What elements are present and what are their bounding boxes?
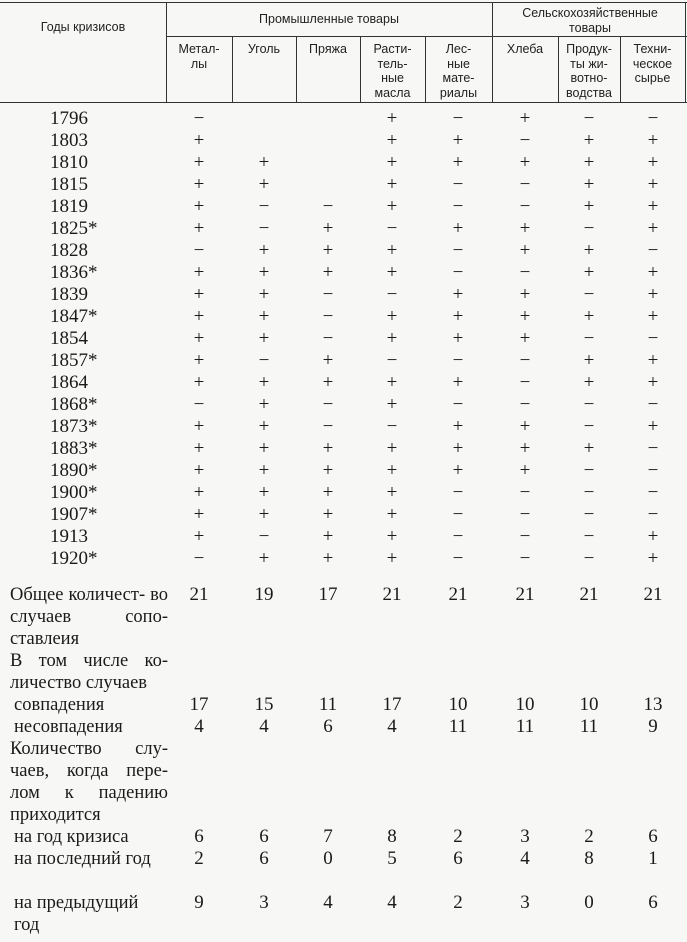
sign-cell-metals: + xyxy=(193,196,205,217)
sign-cell-technical-raw: − xyxy=(647,504,659,525)
sign-cell-technical-raw: + xyxy=(647,526,659,547)
crisis-year-label: на год кризиса xyxy=(14,827,129,847)
sign-cell-forest-materials: + xyxy=(452,328,464,349)
sign-cell-grain: + xyxy=(519,152,531,173)
sign-cell-coal: − xyxy=(258,218,270,239)
sign-cell-animal-products: − xyxy=(583,482,595,503)
mismatch-value: 6 xyxy=(323,716,333,737)
crisis-year-value: 6 xyxy=(194,826,204,847)
sign-cell-animal-products: − xyxy=(583,504,595,525)
table-row xyxy=(0,130,687,152)
sign-cell-grain: − xyxy=(519,372,531,393)
sign-cell-vegetable-oils: + xyxy=(386,130,398,151)
sign-cell-forest-materials: − xyxy=(452,108,464,129)
mismatch-value: 4 xyxy=(387,716,397,737)
sign-cell-technical-raw: + xyxy=(647,548,659,569)
table-row xyxy=(0,218,687,240)
sign-cell-grain: + xyxy=(519,306,531,327)
year-cell: 1796 xyxy=(50,108,88,129)
sign-cell-yarn: − xyxy=(322,416,334,437)
sign-cell-coal: + xyxy=(258,262,270,283)
sign-cell-coal: + xyxy=(258,174,270,195)
sign-cell-coal: + xyxy=(258,416,270,437)
sign-cell-metals: + xyxy=(193,174,205,195)
sign-cell-coal: + xyxy=(258,240,270,261)
sign-cell-animal-products: + xyxy=(583,196,595,217)
sign-cell-grain: + xyxy=(519,218,531,239)
sign-cell-yarn: + xyxy=(322,262,334,283)
sign-cell-vegetable-oils: + xyxy=(386,372,398,393)
year-cell: 1864 xyxy=(50,372,88,393)
last-year-value: 0 xyxy=(323,848,333,869)
sign-cell-forest-materials: + xyxy=(452,438,464,459)
sign-cell-vegetable-oils: − xyxy=(386,350,398,371)
sign-cell-grain: − xyxy=(519,482,531,503)
mismatch-value: 4 xyxy=(259,716,269,737)
sign-cell-animal-products: + xyxy=(583,174,595,195)
sign-cell-animal-products: − xyxy=(583,108,595,129)
sign-cell-metals: + xyxy=(193,482,205,503)
match-value: 13 xyxy=(643,694,663,715)
year-cell: 1815 xyxy=(50,174,88,195)
sign-cell-animal-products: + xyxy=(583,350,595,371)
sign-cell-yarn: + xyxy=(322,504,334,525)
sign-cell-coal: + xyxy=(258,306,270,327)
sign-cell-animal-products: − xyxy=(583,284,595,305)
sign-cell-yarn: − xyxy=(322,328,334,349)
column-header-forest-materials: Лес- ные мате- риалы xyxy=(439,42,478,100)
sign-cell-forest-materials: − xyxy=(452,526,464,547)
col-divider xyxy=(685,2,686,103)
prev-year-value: 0 xyxy=(584,892,594,913)
total-value: 21 xyxy=(382,584,402,605)
sign-cell-vegetable-oils: + xyxy=(386,152,398,173)
mismatch-value: 11 xyxy=(579,716,599,737)
table-row xyxy=(0,174,687,196)
table-row xyxy=(0,284,687,306)
sign-cell-animal-products: + xyxy=(583,130,595,151)
sign-cell-metals: + xyxy=(193,460,205,481)
sign-cell-grain: − xyxy=(519,548,531,569)
sign-cell-vegetable-oils: + xyxy=(386,504,398,525)
total-value: 21 xyxy=(643,584,663,605)
column-header-technical-raw: Техни- ческое сырье xyxy=(632,42,673,85)
sign-cell-metals: + xyxy=(193,328,205,349)
sign-cell-metals: + xyxy=(193,350,205,371)
sign-cell-vegetable-oils: + xyxy=(386,548,398,569)
sign-cell-yarn: + xyxy=(322,460,334,481)
sign-cell-technical-raw: + xyxy=(647,174,659,195)
year-cell: 1825* xyxy=(50,218,98,239)
total-value: 21 xyxy=(448,584,468,605)
sign-cell-metals: + xyxy=(193,284,205,305)
sign-cell-grain: + xyxy=(519,284,531,305)
match-value: 10 xyxy=(579,694,599,715)
year-cell: 1828 xyxy=(50,240,88,261)
total-value: 19 xyxy=(254,584,274,605)
sign-cell-animal-products: − xyxy=(583,328,595,349)
sign-cell-yarn: + xyxy=(322,240,334,261)
match-value: 10 xyxy=(515,694,535,715)
sign-cell-forest-materials: − xyxy=(452,504,464,525)
total-value: 21 xyxy=(579,584,599,605)
sign-cell-metals: + xyxy=(193,130,205,151)
sign-cell-animal-products: + xyxy=(583,306,595,327)
sign-cell-forest-materials: + xyxy=(452,130,464,151)
sign-cell-forest-materials: − xyxy=(452,548,464,569)
last-year-value: 2 xyxy=(194,848,204,869)
sign-cell-vegetable-oils: − xyxy=(386,416,398,437)
year-cell: 1819 xyxy=(50,196,88,217)
sign-cell-yarn: + xyxy=(322,350,334,371)
table-row xyxy=(0,460,687,482)
sign-cell-forest-materials: + xyxy=(452,284,464,305)
sign-cell-coal: + xyxy=(258,328,270,349)
last-year-value: 6 xyxy=(259,848,269,869)
sign-cell-metals: + xyxy=(193,218,205,239)
sign-cell-forest-materials: + xyxy=(452,218,464,239)
sign-cell-forest-materials: − xyxy=(452,240,464,261)
column-header-grain: Хлеба xyxy=(506,42,544,56)
sign-cell-coal: + xyxy=(258,504,270,525)
prev-year-value: 6 xyxy=(648,892,658,913)
sign-cell-vegetable-oils: − xyxy=(386,284,398,305)
sign-cell-technical-raw: + xyxy=(647,218,659,239)
sign-cell-technical-raw: + xyxy=(647,306,659,327)
sign-cell-forest-materials: − xyxy=(452,394,464,415)
sign-cell-yarn: + xyxy=(322,438,334,459)
sign-cell-vegetable-oils: + xyxy=(386,262,398,283)
sign-cell-coal: + xyxy=(258,152,270,173)
sign-cell-forest-materials: − xyxy=(452,350,464,371)
sign-cell-coal: + xyxy=(258,548,270,569)
sign-cell-yarn: − xyxy=(322,306,334,327)
sign-cell-metals: + xyxy=(193,262,205,283)
crisis-year-value: 8 xyxy=(387,826,397,847)
sign-cell-technical-raw: + xyxy=(647,284,659,305)
table-row xyxy=(0,438,687,460)
sign-cell-forest-materials: − xyxy=(452,196,464,217)
sign-cell-technical-raw: + xyxy=(647,152,659,173)
sign-cell-vegetable-oils: + xyxy=(386,482,398,503)
sign-cell-forest-materials: + xyxy=(452,416,464,437)
sign-cell-forest-materials: + xyxy=(452,460,464,481)
match-value: 11 xyxy=(318,694,338,715)
sign-cell-grain: − xyxy=(519,504,531,525)
total-value: 21 xyxy=(189,584,209,605)
year-cell: 1873* xyxy=(50,416,98,437)
sign-cell-animal-products: + xyxy=(583,372,595,393)
year-cell: 1854 xyxy=(50,328,88,349)
year-cell: 1920* xyxy=(50,548,98,569)
sign-cell-vegetable-oils: + xyxy=(386,526,398,547)
group-divider xyxy=(166,36,687,37)
crisis-year-value: 2 xyxy=(453,826,463,847)
crisis-year-value: 7 xyxy=(323,826,333,847)
table-row xyxy=(0,108,687,130)
sign-cell-grain: − xyxy=(519,196,531,217)
sign-cell-grain: − xyxy=(519,350,531,371)
sign-cell-animal-products: + xyxy=(583,438,595,459)
sign-cell-metals: + xyxy=(193,526,205,547)
last-year-value: 1 xyxy=(648,848,658,869)
sign-cell-forest-materials: + xyxy=(452,306,464,327)
mismatch-value: 11 xyxy=(448,716,468,737)
sign-cell-yarn: + xyxy=(322,548,334,569)
turn-label: Количество слу- чаев, когда пере- лом к падению приходится xyxy=(10,739,168,825)
table-row xyxy=(0,306,687,328)
table-row xyxy=(0,152,687,174)
sign-cell-metals: + xyxy=(193,306,205,327)
sign-cell-grain: − xyxy=(519,394,531,415)
year-cell: 1900* xyxy=(50,482,98,503)
sign-cell-technical-raw: − xyxy=(647,438,659,459)
sign-cell-technical-raw: − xyxy=(647,328,659,349)
sign-cell-grain: + xyxy=(519,328,531,349)
sign-cell-coal: + xyxy=(258,482,270,503)
crisis-year-value: 3 xyxy=(520,826,530,847)
sign-cell-yarn: + xyxy=(322,218,334,239)
sign-cell-yarn: + xyxy=(322,526,334,547)
sign-cell-vegetable-oils: + xyxy=(386,460,398,481)
sign-cell-grain: − xyxy=(519,130,531,151)
sign-cell-forest-materials: − xyxy=(452,174,464,195)
sign-cell-vegetable-oils: − xyxy=(386,218,398,239)
sign-cell-coal: + xyxy=(258,438,270,459)
mismatch-label: несовпадения xyxy=(14,717,123,737)
sign-cell-technical-raw: − xyxy=(647,482,659,503)
table-row xyxy=(0,548,687,570)
crisis-year-value: 6 xyxy=(259,826,269,847)
sign-cell-technical-raw: + xyxy=(647,196,659,217)
sign-cell-vegetable-oils: + xyxy=(386,108,398,129)
crisis-year-value: 2 xyxy=(584,826,594,847)
sign-cell-animal-products: − xyxy=(583,416,595,437)
total-value: 17 xyxy=(318,584,338,605)
table-row xyxy=(0,328,687,350)
table-row xyxy=(0,416,687,438)
column-header-metals: Метал- лы xyxy=(178,42,220,71)
sign-cell-yarn: + xyxy=(322,482,334,503)
sign-cell-coal: + xyxy=(258,284,270,305)
sign-cell-coal: + xyxy=(258,460,270,481)
sign-cell-technical-raw: + xyxy=(647,350,659,371)
column-header-coal: Уголь xyxy=(247,42,281,56)
prev-year-value: 4 xyxy=(323,892,333,913)
sign-cell-metals: − xyxy=(193,548,205,569)
last-year-value: 4 xyxy=(520,848,530,869)
sign-cell-vegetable-oils: + xyxy=(386,394,398,415)
match-label: совпадения xyxy=(14,695,105,715)
header-top-border xyxy=(0,2,687,3)
sign-cell-yarn: − xyxy=(322,284,334,305)
sign-cell-metals: − xyxy=(193,240,205,261)
prev-year-value: 4 xyxy=(387,892,397,913)
sign-cell-metals: − xyxy=(193,394,205,415)
sign-cell-grain: + xyxy=(519,438,531,459)
year-cell: 1883* xyxy=(50,438,98,459)
year-cell: 1803 xyxy=(50,130,88,151)
sign-cell-technical-raw: + xyxy=(647,416,659,437)
year-cell: 1810 xyxy=(50,152,88,173)
sign-cell-metals: + xyxy=(193,438,205,459)
header-bottom-border xyxy=(0,102,687,103)
sign-cell-animal-products: − xyxy=(583,394,595,415)
sign-cell-yarn: + xyxy=(322,372,334,393)
sign-cell-coal: + xyxy=(258,372,270,393)
table-row xyxy=(0,504,687,526)
prev-year-value: 3 xyxy=(259,892,269,913)
sign-cell-yarn: − xyxy=(322,394,334,415)
sign-cell-animal-products: − xyxy=(583,218,595,239)
sign-cell-grain: + xyxy=(519,460,531,481)
sign-cell-technical-raw: + xyxy=(647,372,659,393)
match-value: 15 xyxy=(254,694,274,715)
sign-cell-animal-products: + xyxy=(583,152,595,173)
last-year-label: на последний год xyxy=(14,849,151,869)
table-row xyxy=(0,526,687,548)
table-row xyxy=(0,394,687,416)
prev-year-label: на предыдущий год xyxy=(14,893,139,935)
mismatch-value: 4 xyxy=(194,716,204,737)
sign-cell-forest-materials: − xyxy=(452,262,464,283)
year-cell: 1907* xyxy=(50,504,98,525)
sign-cell-animal-products: − xyxy=(583,460,595,481)
sign-cell-metals: − xyxy=(193,108,205,129)
table-row xyxy=(0,262,687,284)
year-cell: 1847* xyxy=(50,306,98,327)
last-year-value: 8 xyxy=(584,848,594,869)
sign-cell-forest-materials: − xyxy=(452,482,464,503)
sign-cell-animal-products: − xyxy=(583,526,595,547)
sign-cell-technical-raw: − xyxy=(647,394,659,415)
sign-cell-grain: + xyxy=(519,240,531,261)
prev-year-value: 3 xyxy=(520,892,530,913)
sign-cell-grain: + xyxy=(519,108,531,129)
match-value: 17 xyxy=(382,694,402,715)
sign-cell-metals: + xyxy=(193,504,205,525)
crisis-year-value: 6 xyxy=(648,826,658,847)
match-value: 10 xyxy=(448,694,468,715)
sign-cell-metals: + xyxy=(193,416,205,437)
year-cell: 1839 xyxy=(50,284,88,305)
column-header-animal-products: Продук- ты жи- вотно- водства xyxy=(566,42,612,100)
sign-cell-grain: − xyxy=(519,262,531,283)
including-label: В том числе ко- личество случаев xyxy=(10,651,168,693)
year-cell: 1913 xyxy=(50,526,88,547)
sign-cell-forest-materials: + xyxy=(452,372,464,393)
year-cell: 1868* xyxy=(50,394,98,415)
sign-cell-coal: − xyxy=(258,350,270,371)
sign-cell-metals: + xyxy=(193,152,205,173)
mismatch-value: 11 xyxy=(515,716,535,737)
sign-cell-metals: + xyxy=(193,372,205,393)
sign-cell-technical-raw: − xyxy=(647,240,659,261)
mismatch-value: 9 xyxy=(648,716,658,737)
sign-cell-grain: + xyxy=(519,416,531,437)
sign-cell-technical-raw: − xyxy=(647,108,659,129)
sign-cell-coal: − xyxy=(258,526,270,547)
sign-cell-vegetable-oils: + xyxy=(386,196,398,217)
year-cell: 1890* xyxy=(50,460,98,481)
sign-cell-vegetable-oils: + xyxy=(386,438,398,459)
sign-cell-vegetable-oils: + xyxy=(386,328,398,349)
sign-cell-animal-products: + xyxy=(583,262,595,283)
sign-cell-coal: − xyxy=(258,196,270,217)
table-row xyxy=(0,482,687,504)
last-year-value: 5 xyxy=(387,848,397,869)
sign-cell-technical-raw: − xyxy=(647,460,659,481)
table-header xyxy=(0,0,687,104)
prev-year-value: 9 xyxy=(194,892,204,913)
industrial-group-header: Промышленные товары xyxy=(259,12,399,26)
sign-cell-animal-products: − xyxy=(583,548,595,569)
agricultural-group-header: Сельскохозяйственные товары xyxy=(522,6,658,35)
column-header-vegetable-oils: Расти- тель- ные масла xyxy=(373,42,412,100)
sign-cell-forest-materials: + xyxy=(452,152,464,173)
table-row xyxy=(0,372,687,394)
sign-cell-vegetable-oils: + xyxy=(386,306,398,327)
sign-cell-grain: − xyxy=(519,526,531,547)
sign-cell-technical-raw: + xyxy=(647,130,659,151)
sign-cell-vegetable-oils: + xyxy=(386,240,398,261)
sign-cell-coal: + xyxy=(258,394,270,415)
year-cell: 1857* xyxy=(50,350,98,371)
sign-cell-grain: − xyxy=(519,174,531,195)
prev-year-value: 2 xyxy=(453,892,463,913)
years-header: Годы кризисов xyxy=(40,20,126,34)
year-cell: 1836* xyxy=(50,262,98,283)
column-header-yarn: Пряжа xyxy=(309,42,347,56)
table-row xyxy=(0,350,687,372)
table-row xyxy=(0,240,687,262)
total-value: 21 xyxy=(515,584,535,605)
sign-cell-animal-products: + xyxy=(583,240,595,261)
last-year-value: 6 xyxy=(453,848,463,869)
total-label: Общее количест- во случаев сопо- ставлеия xyxy=(10,585,168,649)
sign-cell-vegetable-oils: + xyxy=(386,174,398,195)
sign-cell-technical-raw: + xyxy=(647,262,659,283)
match-value: 17 xyxy=(189,694,209,715)
sign-cell-yarn: − xyxy=(322,196,334,217)
table-row xyxy=(0,196,687,218)
